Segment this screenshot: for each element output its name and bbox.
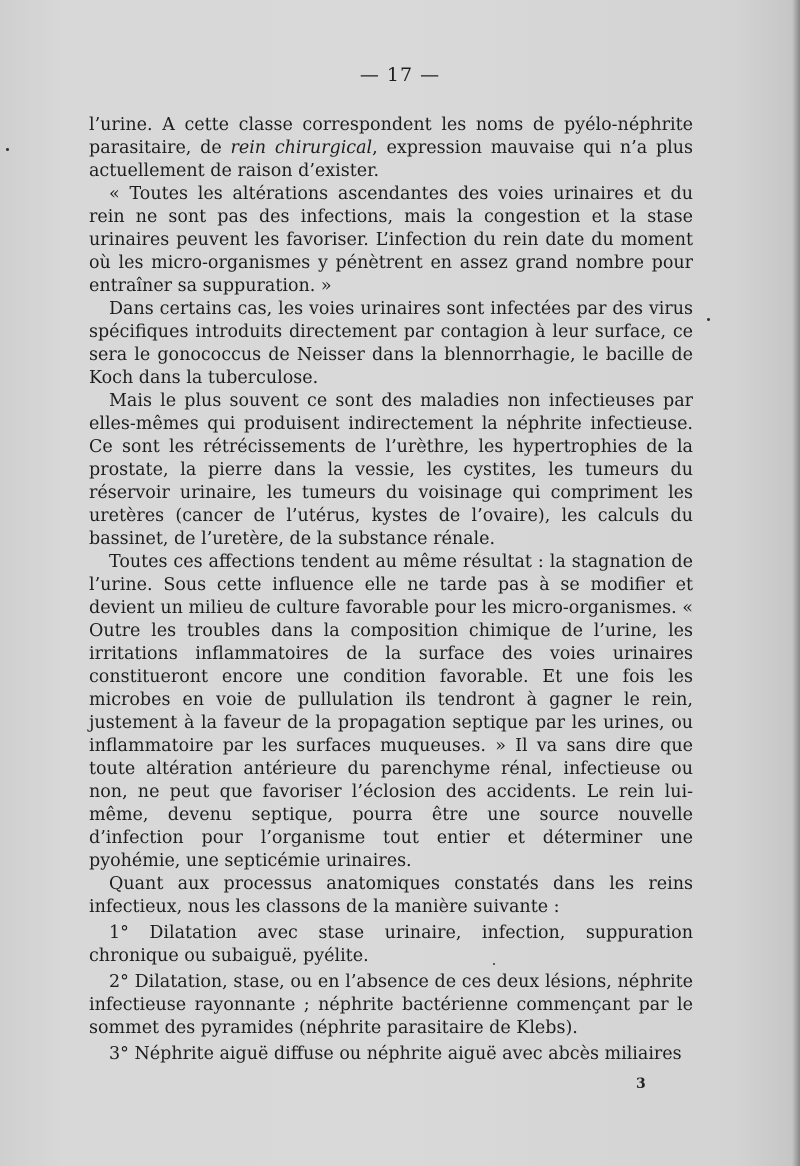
paragraph-1: l’urine. A cette classe correspondent les noms de pyélo-néphrite parasitaire, de rein chirurgical, expression mauvaise qui n’a plus actuellement de raison d’exister. bbox=[89, 115, 693, 181]
paragraph-4: Mais le plus souvent ce sont des maladies non infectieuses par elles-mêmes qui produisent indirectement la néphrite infectieuse. Ce sont les rétrécissements de l’urèthre, les hypertrophies de la prostate, la pierre dans la vessie, les cystites, les tumeurs du réservoir urinaire, les tumeurs du voisinage qui compriment les uretères (cancer de l’utérus, kystes de l’ovaire), les calculs du bassinet, de l’uretère, de la substance rénale. bbox=[89, 391, 693, 549]
list-item-1: 1° Dilatation avec stase urinaire, infection, suppuration chronique ou subaiguë, pyélite. bbox=[89, 923, 693, 966]
print-speck bbox=[6, 148, 9, 151]
page-edge-shadow bbox=[792, 0, 800, 1166]
italic-term: rein chirurgical bbox=[230, 138, 373, 158]
paragraph-6: Quant aux processus anatomiques constatés dans les reins infectieux, nous les classons de la manière suivante : bbox=[89, 874, 693, 917]
print-speck bbox=[707, 318, 710, 321]
paragraph-2: « Toutes les altérations ascendantes des voies urinaires et du rein ne sont pas des infections, mais la congestion et la stase urinaires peuvent les favoriser. L’infection du rein date du moment où les micro-organismes y pénètrent en assez grand nombre pour entraîner sa suppuration. » bbox=[89, 184, 693, 296]
signature-mark: 3 bbox=[636, 1076, 646, 1092]
paragraph-3: Dans certains cas, les voies urinaires sont infectées par des virus spécifiques introduits directement par contagion à leur surface, ce sera le gonococcus de Neisser dans la blennorrhagie, le bacille de Koch dans la tuberculose. bbox=[89, 299, 693, 388]
list-item-3: 3° Néphrite aiguë diffuse ou néphrite aiguë avec abcès miliaires bbox=[109, 1044, 682, 1064]
list-item-2: 2° Dilatation, stase, ou en l’absence de ces deux lésions, néphrite infectieuse rayonnante ; néphrite bactérienne commençant par le sommet des pyramides (néphrite parasitaire de Klebs). bbox=[89, 972, 693, 1038]
print-speck bbox=[493, 963, 495, 965]
body-text bbox=[89, 114, 693, 1066]
paragraph-5: Toutes ces affections tendent au même résultat : la stagnation de l’urine. Sous cette influence elle ne tarde pas à se modifier et devient un milieu de culture favorable pour les micro-organismes. « Outre les troubles dans la composition chimique de l’urine, les irritations inflammatoires de la surface des voies urinaires constitueront encore une condition favorable. Et une fois les microbes en voie de pullulation ils tendront à gagner le rein, justement à la faveur de la propagation septique par les urines, ou inflammatoire par les surfaces muqueuses. » Il va sans dire que toute altération antérieure du parenchyme rénal, infectieuse ou non, ne peut que favoriser l’éclosion des accidents. Le rein lui-même, devenu septique, pourra être une source nouvelle d’infection pour l’organisme tout entier et déterminer une pyohémie, une septicémie urinaires. bbox=[89, 552, 693, 871]
page-number: — 17 — bbox=[359, 64, 441, 86]
